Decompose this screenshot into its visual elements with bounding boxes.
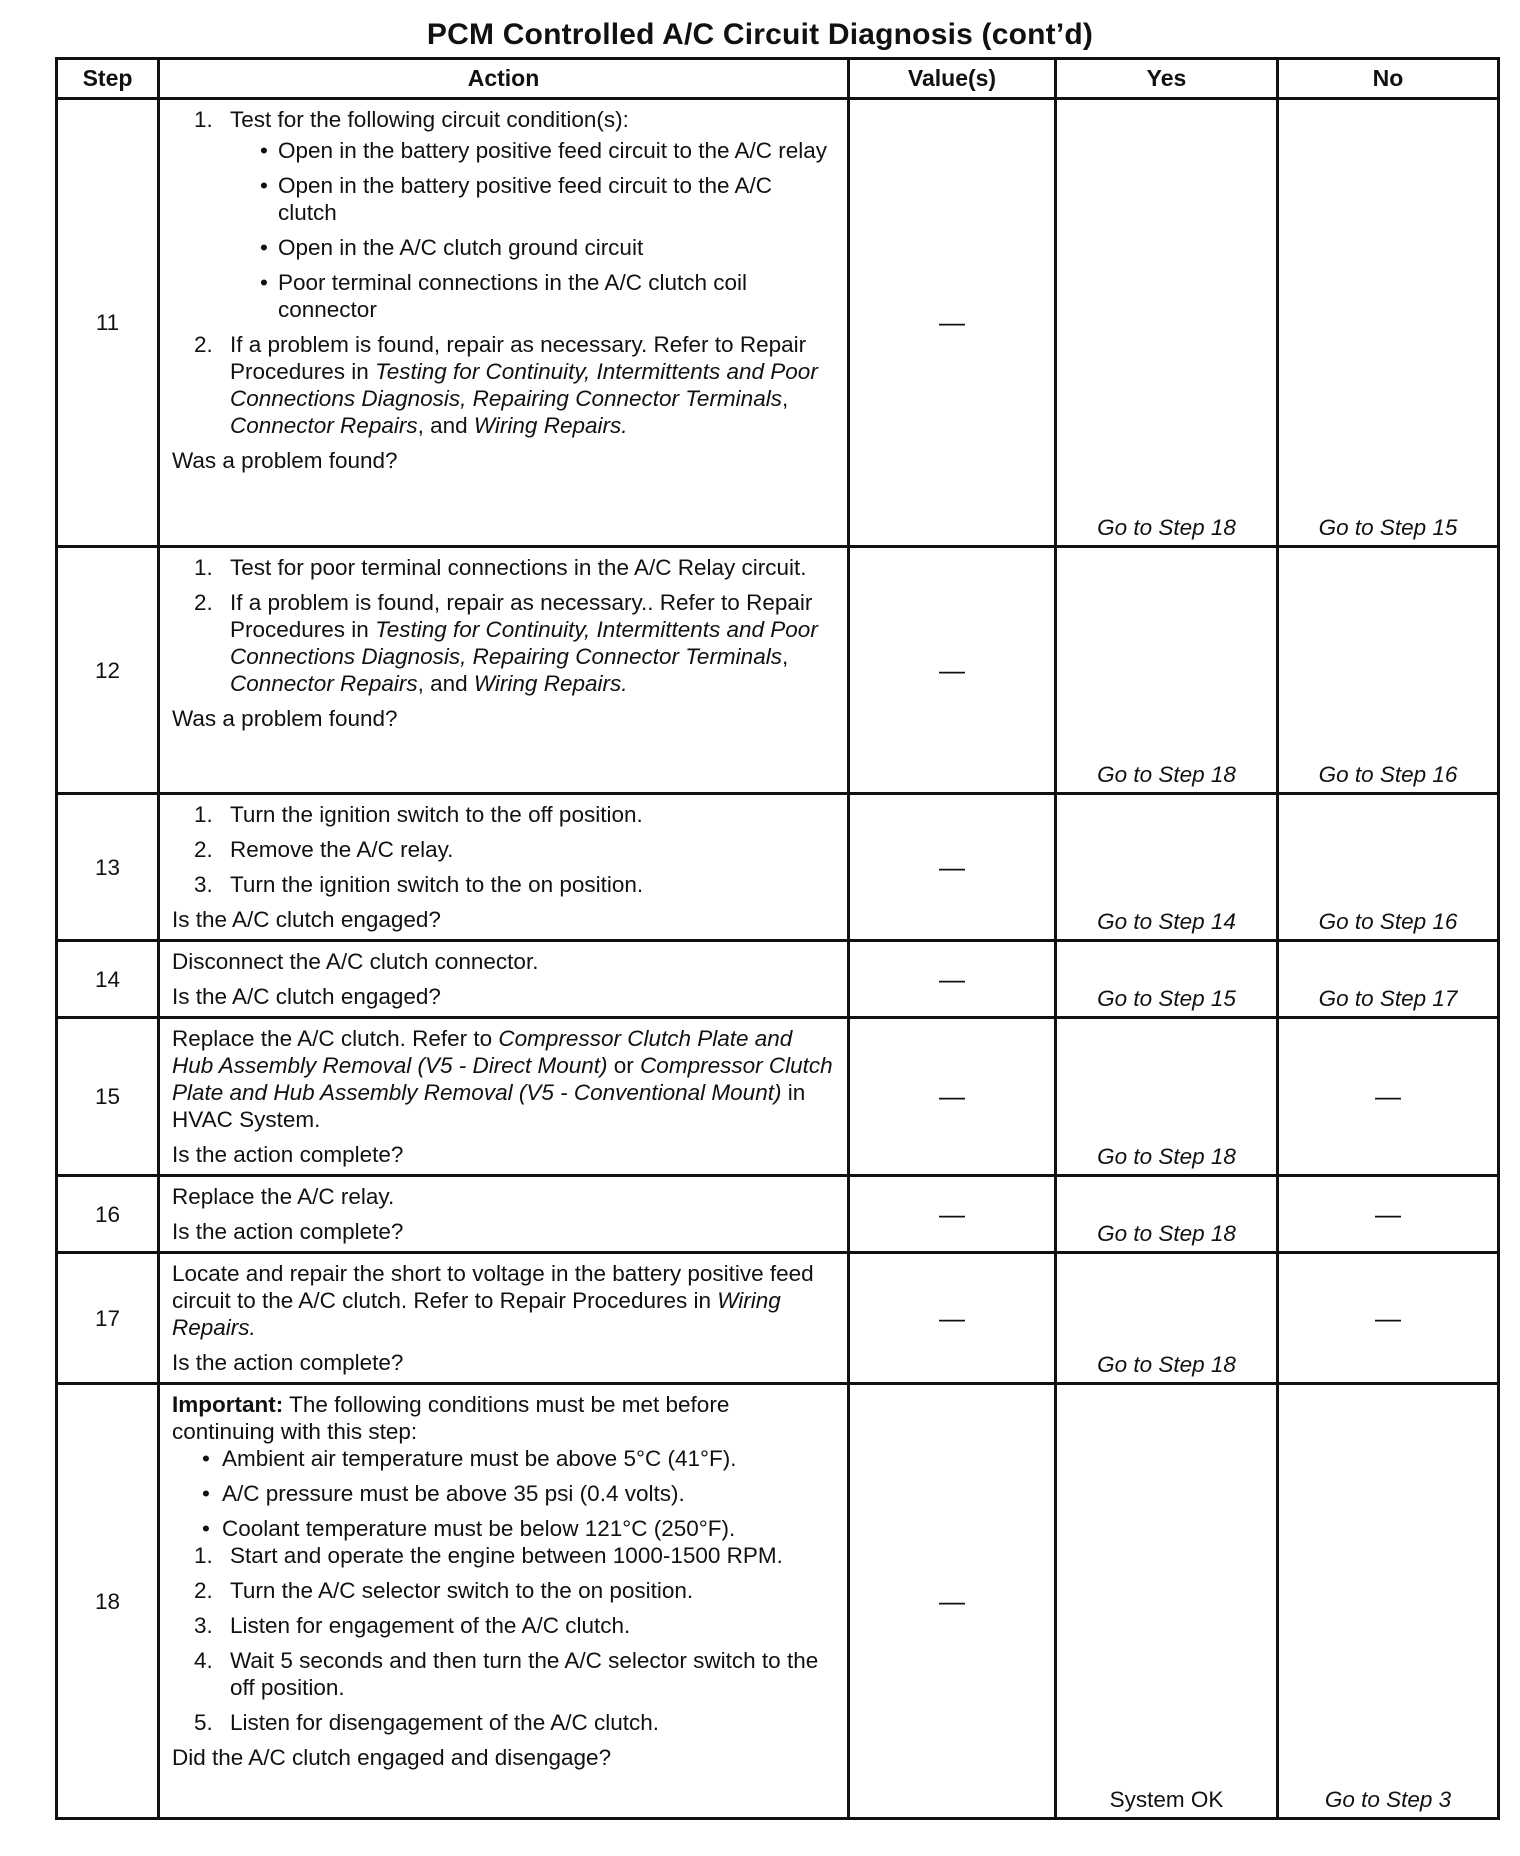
question: Was a problem found?: [172, 448, 398, 473]
yes-cell: Go to Step 14: [1056, 794, 1278, 941]
header-action: Action: [159, 59, 849, 99]
yes-cell: Go to Step 18: [1056, 547, 1278, 794]
action-cell: [159, 99, 849, 547]
important-label: Important:: [172, 1392, 284, 1417]
numbered-list: [172, 1542, 833, 1736]
action-text: Replace the A/C clutch. Refer to Compressor Clutch Plate and Hub Assembly Removal (V5 - Direct Mount) or Compressor Clutch Plate and Hub Assembly Removal (V5 - Conventional Mount) in HVAC System.: [172, 1026, 833, 1132]
table-row-step-15: [57, 1018, 1499, 1176]
bullet-item: • Open in the battery positive feed circuit to the A/C clutch: [230, 172, 833, 226]
reference-link: Wiring Repairs.: [473, 671, 628, 696]
reference-link: Compressor Clutch Plate and Hub Assembly Removal (V5 - Direct Mount): [172, 1026, 793, 1078]
header-step: Step: [57, 59, 159, 99]
numbered-list: [172, 106, 833, 439]
list-item: 4. Wait 5 seconds and then turn the A/C selector switch to the off position.: [194, 1648, 819, 1700]
question: Was a problem found?: [172, 706, 398, 731]
table-row-step-18: [57, 1384, 1499, 1819]
action-cell: [159, 1176, 849, 1253]
value-cell: —: [849, 547, 1056, 794]
list-item: 2. Turn the A/C selector switch to the on position.: [194, 1578, 694, 1603]
list-item: 3. Listen for engagement of the A/C clutch.: [194, 1613, 631, 1638]
list-item: 2. If a problem is found, repair as necessary. Refer to Repair Procedures in Testing for Continuity, Intermittents and Poor Connections Diagnosis, Repairing Connector Terminals, Connector Repairs, and Wiring Repairs.: [194, 332, 818, 438]
bullet-list: [172, 1445, 833, 1542]
value-cell: —: [849, 1384, 1056, 1819]
table-row-step-16: [57, 1176, 1499, 1253]
reference-link: Connector Repairs: [230, 671, 418, 696]
step-number: 11: [57, 99, 159, 547]
question: Is the action complete?: [172, 1142, 404, 1167]
question: Is the action complete?: [172, 1350, 404, 1375]
action-text: Locate and repair the short to voltage in the battery positive feed circuit to the A/C clutch. Refer to Repair Procedures in Wiring Repairs.: [172, 1261, 814, 1340]
important-note: Important: The following conditions must be met before continuing with this step:: [172, 1392, 730, 1444]
step-number: 12: [57, 547, 159, 794]
header-yes: Yes: [1056, 59, 1278, 99]
action-text: Disconnect the A/C clutch connector.: [172, 949, 539, 974]
step-number: 17: [57, 1253, 159, 1384]
reference-link: Testing for Continuity, Intermittents and Poor Connections Diagnosis, Repairing Connector Terminals: [230, 359, 818, 411]
reference-link: Wiring Repairs.: [473, 413, 628, 438]
reference-link: Testing for Continuity, Intermittents and Poor Connections Diagnosis, Repairing Connector Terminals: [230, 617, 818, 669]
no-cell: Go to Step 15: [1278, 99, 1499, 547]
value-cell: —: [849, 1253, 1056, 1384]
reference-link: Wiring Repairs.: [172, 1288, 781, 1340]
yes-cell: Go to Step 18: [1056, 1253, 1278, 1384]
step-number: 14: [57, 941, 159, 1018]
bullet-item: • A/C pressure must be above 35 psi (0.4 volts).: [172, 1480, 833, 1507]
step-number: 18: [57, 1384, 159, 1819]
step-number: 15: [57, 1018, 159, 1176]
value-cell: —: [849, 99, 1056, 547]
question: Is the A/C clutch engaged?: [172, 984, 441, 1009]
numbered-list: [172, 801, 833, 898]
list-item: 1. Turn the ignition switch to the off position.: [194, 802, 643, 827]
header-values: Value(s): [849, 59, 1056, 99]
list-item: 1. Test for the following circuit condition(s): • Open in the battery positive feed circuit to the A/C relay • Open in the battery positive feed circuit to the A/C clutch • Open in the A/C clutch ground circuit • Poor terminal connections in the A/C clutch coil connector: [172, 106, 833, 323]
list-item: 2. Remove the A/C relay.: [194, 837, 454, 862]
step-number: 16: [57, 1176, 159, 1253]
table-row-step-14: [57, 941, 1499, 1018]
reference-link: Connector Repairs: [230, 413, 418, 438]
bullet-item: • Open in the A/C clutch ground circuit: [230, 234, 833, 261]
reference-link: Compressor Clutch Plate and Hub Assembly Removal (V5 - Conventional Mount): [172, 1053, 833, 1105]
value-cell: —: [849, 941, 1056, 1018]
table-row-step-13: [57, 794, 1499, 941]
question: Is the action complete?: [172, 1219, 404, 1244]
no-cell: Go to Step 16: [1278, 794, 1499, 941]
header-no: No: [1278, 59, 1499, 99]
no-cell: —: [1278, 1018, 1499, 1176]
value-cell: —: [849, 794, 1056, 941]
action-text: Replace the A/C relay.: [172, 1184, 395, 1209]
yes-cell: Go to Step 18: [1056, 1018, 1278, 1176]
action-cell: [159, 941, 849, 1018]
no-cell: Go to Step 3: [1278, 1384, 1499, 1819]
value-cell: —: [849, 1176, 1056, 1253]
no-cell: Go to Step 17: [1278, 941, 1499, 1018]
yes-cell: Go to Step 18: [1056, 1176, 1278, 1253]
list-item: 2. If a problem is found, repair as necessary.. Refer to Repair Procedures in Testing for Continuity, Intermittents and Poor Connections Diagnosis, Repairing Connector Terminals, Connector Repairs, and Wiring Repairs.: [194, 590, 818, 696]
bullet-item: • Coolant temperature must be below 121°C (250°F).: [172, 1515, 833, 1542]
step-number: 13: [57, 794, 159, 941]
no-cell: —: [1278, 1253, 1499, 1384]
numbered-list: [172, 554, 833, 697]
no-cell: Go to Step 16: [1278, 547, 1499, 794]
action-cell: [159, 1384, 849, 1819]
list-item: 5. Listen for disengagement of the A/C clutch.: [194, 1710, 660, 1735]
bullet-item: • Ambient air temperature must be above 5°C (41°F).: [172, 1445, 833, 1472]
bullet-item: • Open in the battery positive feed circuit to the A/C relay: [230, 137, 833, 164]
action-cell: [159, 794, 849, 941]
yes-cell: Go to Step 15: [1056, 941, 1278, 1018]
list-item: 1. Test for poor terminal connections in the A/C Relay circuit.: [194, 555, 807, 580]
yes-cell: System OK: [1056, 1384, 1278, 1819]
table-row-step-12: [57, 547, 1499, 794]
value-cell: —: [849, 1018, 1056, 1176]
action-cell: [159, 547, 849, 794]
bullet-item: • Poor terminal connections in the A/C clutch coil connector: [230, 269, 833, 323]
no-cell: —: [1278, 1176, 1499, 1253]
question: Is the A/C clutch engaged?: [172, 907, 441, 932]
yes-cell: Go to Step 18: [1056, 99, 1278, 547]
table-row-step-11: [57, 99, 1499, 547]
header-row: [57, 59, 1499, 99]
list-item: 1. Start and operate the engine between 1000-1500 RPM.: [194, 1543, 783, 1568]
question: Did the A/C clutch engaged and disengage?: [172, 1745, 612, 1770]
table-row-step-17: [57, 1253, 1499, 1384]
diagnosis-table: [55, 57, 1500, 1820]
action-cell: [159, 1253, 849, 1384]
bullet-list: [230, 137, 833, 323]
page-title: PCM Controlled A/C Circuit Diagnosis (cont’d): [426, 18, 1094, 51]
list-item: 3. Turn the ignition switch to the on position.: [194, 872, 644, 897]
action-cell: [159, 1018, 849, 1176]
